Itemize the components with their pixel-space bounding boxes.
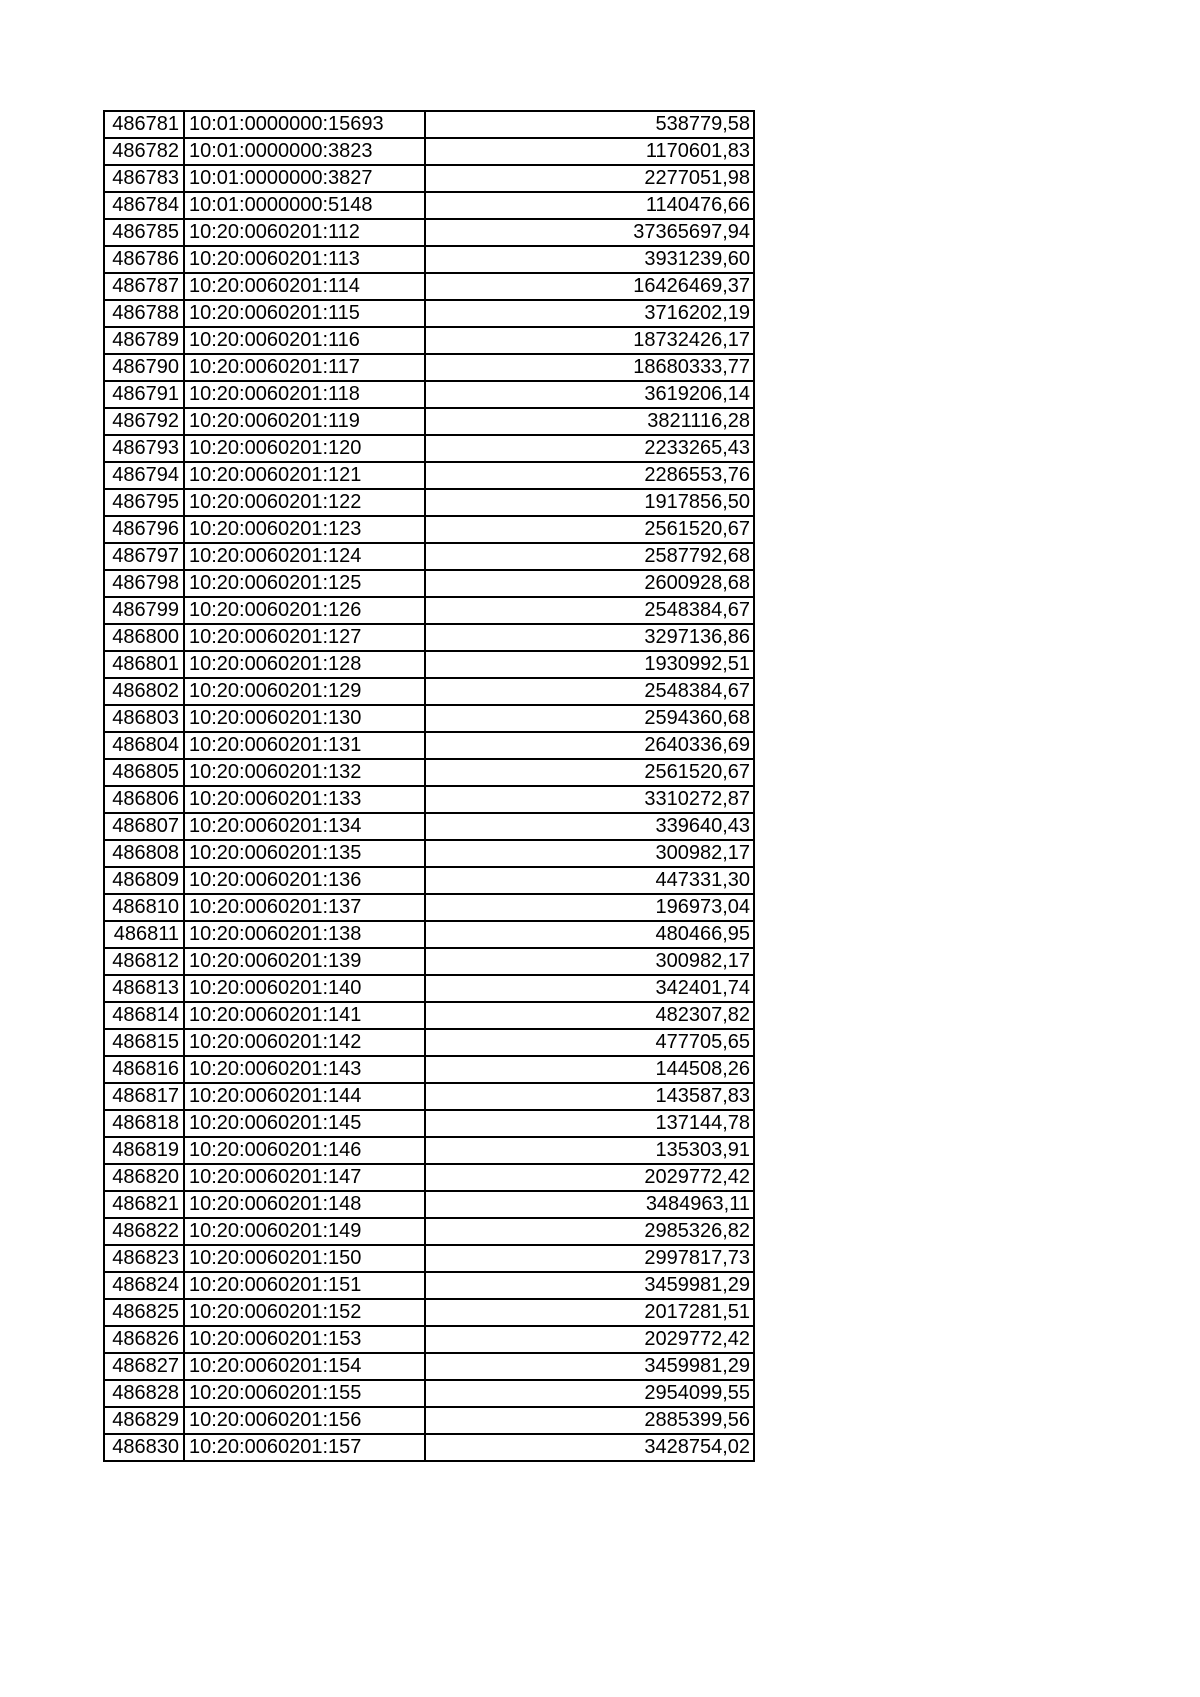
cadastral-number-cell: 10:20:0060201:155 xyxy=(184,1380,425,1407)
cadastral-number-cell: 10:01:0000000:5148 xyxy=(184,192,425,219)
table-row xyxy=(104,975,754,1002)
cadastral-number-cell: 10:20:0060201:156 xyxy=(184,1407,425,1434)
row-number-cell: 486785 xyxy=(104,219,184,246)
row-number-cell: 486784 xyxy=(104,192,184,219)
row-number-cell: 486803 xyxy=(104,705,184,732)
table-row xyxy=(104,192,754,219)
value-cell: 2600928,68 xyxy=(425,570,754,597)
cadastral-number-cell: 10:20:0060201:121 xyxy=(184,462,425,489)
cadastral-values-table xyxy=(103,110,755,1462)
value-cell: 3821116,28 xyxy=(425,408,754,435)
value-cell: 300982,17 xyxy=(425,840,754,867)
cadastral-number-cell: 10:20:0060201:120 xyxy=(184,435,425,462)
value-cell: 2997817,73 xyxy=(425,1245,754,1272)
row-number-cell: 486800 xyxy=(104,624,184,651)
table-row xyxy=(104,1164,754,1191)
row-number-cell: 486807 xyxy=(104,813,184,840)
value-cell: 37365697,94 xyxy=(425,219,754,246)
row-number-cell: 486792 xyxy=(104,408,184,435)
table-row xyxy=(104,1407,754,1434)
value-cell: 2548384,67 xyxy=(425,597,754,624)
table-row xyxy=(104,462,754,489)
cadastral-number-cell: 10:20:0060201:140 xyxy=(184,975,425,1002)
cadastral-number-cell: 10:20:0060201:147 xyxy=(184,1164,425,1191)
value-cell: 2885399,56 xyxy=(425,1407,754,1434)
value-cell: 2017281,51 xyxy=(425,1299,754,1326)
value-cell: 3428754,02 xyxy=(425,1434,754,1461)
cadastral-number-cell: 10:20:0060201:137 xyxy=(184,894,425,921)
table-row xyxy=(104,327,754,354)
cadastral-number-cell: 10:20:0060201:150 xyxy=(184,1245,425,1272)
table-row xyxy=(104,381,754,408)
row-number-cell: 486805 xyxy=(104,759,184,786)
row-number-cell: 486818 xyxy=(104,1110,184,1137)
cadastral-number-cell: 10:20:0060201:132 xyxy=(184,759,425,786)
cadastral-number-cell: 10:01:0000000:15693 xyxy=(184,111,425,138)
cadastral-number-cell: 10:20:0060201:114 xyxy=(184,273,425,300)
cadastral-number-cell: 10:20:0060201:138 xyxy=(184,921,425,948)
table-row xyxy=(104,273,754,300)
row-number-cell: 486815 xyxy=(104,1029,184,1056)
value-cell: 1930992,51 xyxy=(425,651,754,678)
cadastral-number-cell: 10:20:0060201:116 xyxy=(184,327,425,354)
row-number-cell: 486817 xyxy=(104,1083,184,1110)
value-cell: 3931239,60 xyxy=(425,246,754,273)
table-row xyxy=(104,921,754,948)
table-row xyxy=(104,624,754,651)
table-row xyxy=(104,1002,754,1029)
value-cell: 2277051,98 xyxy=(425,165,754,192)
value-cell: 2233265,43 xyxy=(425,435,754,462)
value-cell: 3484963,11 xyxy=(425,1191,754,1218)
value-cell: 447331,30 xyxy=(425,867,754,894)
cadastral-number-cell: 10:20:0060201:117 xyxy=(184,354,425,381)
value-cell: 538779,58 xyxy=(425,111,754,138)
row-number-cell: 486808 xyxy=(104,840,184,867)
table-row xyxy=(104,516,754,543)
table-row xyxy=(104,732,754,759)
cadastral-number-cell: 10:20:0060201:154 xyxy=(184,1353,425,1380)
table-row xyxy=(104,1245,754,1272)
cadastral-number-cell: 10:20:0060201:151 xyxy=(184,1272,425,1299)
table-row xyxy=(104,813,754,840)
table-row xyxy=(104,840,754,867)
value-cell: 3310272,87 xyxy=(425,786,754,813)
cadastral-number-cell: 10:20:0060201:142 xyxy=(184,1029,425,1056)
value-cell: 1170601,83 xyxy=(425,138,754,165)
value-cell: 300982,17 xyxy=(425,948,754,975)
value-cell: 1917856,50 xyxy=(425,489,754,516)
cadastral-number-cell: 10:20:0060201:123 xyxy=(184,516,425,543)
row-number-cell: 486813 xyxy=(104,975,184,1002)
row-number-cell: 486793 xyxy=(104,435,184,462)
row-number-cell: 486816 xyxy=(104,1056,184,1083)
table-row xyxy=(104,1272,754,1299)
table-row xyxy=(104,948,754,975)
value-cell: 3716202,19 xyxy=(425,300,754,327)
cadastral-number-cell: 10:20:0060201:143 xyxy=(184,1056,425,1083)
cadastral-number-cell: 10:20:0060201:144 xyxy=(184,1083,425,1110)
row-number-cell: 486811 xyxy=(104,921,184,948)
row-number-cell: 486788 xyxy=(104,300,184,327)
row-number-cell: 486809 xyxy=(104,867,184,894)
value-cell: 3297136,86 xyxy=(425,624,754,651)
row-number-cell: 486826 xyxy=(104,1326,184,1353)
table-row xyxy=(104,1029,754,1056)
row-number-cell: 486812 xyxy=(104,948,184,975)
row-number-cell: 486824 xyxy=(104,1272,184,1299)
value-cell: 2954099,55 xyxy=(425,1380,754,1407)
value-cell: 342401,74 xyxy=(425,975,754,1002)
value-cell: 2594360,68 xyxy=(425,705,754,732)
table-row xyxy=(104,408,754,435)
table-row xyxy=(104,1110,754,1137)
value-cell: 2561520,67 xyxy=(425,516,754,543)
row-number-cell: 486806 xyxy=(104,786,184,813)
cadastral-number-cell: 10:20:0060201:118 xyxy=(184,381,425,408)
table-row xyxy=(104,1056,754,1083)
value-cell: 2548384,67 xyxy=(425,678,754,705)
value-cell: 137144,78 xyxy=(425,1110,754,1137)
table-row xyxy=(104,300,754,327)
row-number-cell: 486783 xyxy=(104,165,184,192)
cadastral-number-cell: 10:20:0060201:131 xyxy=(184,732,425,759)
table-row xyxy=(104,678,754,705)
table-row xyxy=(104,435,754,462)
table-row xyxy=(104,219,754,246)
row-number-cell: 486822 xyxy=(104,1218,184,1245)
cadastral-number-cell: 10:20:0060201:149 xyxy=(184,1218,425,1245)
row-number-cell: 486797 xyxy=(104,543,184,570)
cadastral-number-cell: 10:20:0060201:122 xyxy=(184,489,425,516)
table-row xyxy=(104,786,754,813)
row-number-cell: 486790 xyxy=(104,354,184,381)
value-cell: 3619206,14 xyxy=(425,381,754,408)
cadastral-number-cell: 10:20:0060201:136 xyxy=(184,867,425,894)
value-cell: 477705,65 xyxy=(425,1029,754,1056)
value-cell: 3459981,29 xyxy=(425,1353,754,1380)
table-row xyxy=(104,543,754,570)
cadastral-number-cell: 10:20:0060201:133 xyxy=(184,786,425,813)
row-number-cell: 486804 xyxy=(104,732,184,759)
row-number-cell: 486814 xyxy=(104,1002,184,1029)
row-number-cell: 486781 xyxy=(104,111,184,138)
row-number-cell: 486796 xyxy=(104,516,184,543)
cadastral-number-cell: 10:20:0060201:115 xyxy=(184,300,425,327)
cadastral-number-cell: 10:01:0000000:3827 xyxy=(184,165,425,192)
cadastral-number-cell: 10:20:0060201:135 xyxy=(184,840,425,867)
value-cell: 2985326,82 xyxy=(425,1218,754,1245)
cadastral-number-cell: 10:20:0060201:128 xyxy=(184,651,425,678)
row-number-cell: 486786 xyxy=(104,246,184,273)
cadastral-number-cell: 10:20:0060201:141 xyxy=(184,1002,425,1029)
row-number-cell: 486798 xyxy=(104,570,184,597)
cadastral-number-cell: 10:20:0060201:119 xyxy=(184,408,425,435)
table-row xyxy=(104,570,754,597)
cadastral-number-cell: 10:20:0060201:148 xyxy=(184,1191,425,1218)
table-row xyxy=(104,867,754,894)
table-row xyxy=(104,111,754,138)
row-number-cell: 486799 xyxy=(104,597,184,624)
cadastral-number-cell: 10:20:0060201:146 xyxy=(184,1137,425,1164)
table-body xyxy=(104,111,754,1461)
value-cell: 2286553,76 xyxy=(425,462,754,489)
cadastral-number-cell: 10:20:0060201:139 xyxy=(184,948,425,975)
row-number-cell: 486819 xyxy=(104,1137,184,1164)
table-row xyxy=(104,894,754,921)
table-row xyxy=(104,759,754,786)
cadastral-number-cell: 10:20:0060201:130 xyxy=(184,705,425,732)
value-cell: 16426469,37 xyxy=(425,273,754,300)
row-number-cell: 486789 xyxy=(104,327,184,354)
value-cell: 2640336,69 xyxy=(425,732,754,759)
value-cell: 2587792,68 xyxy=(425,543,754,570)
table-row xyxy=(104,1083,754,1110)
row-number-cell: 486801 xyxy=(104,651,184,678)
value-cell: 18680333,77 xyxy=(425,354,754,381)
value-cell: 144508,26 xyxy=(425,1056,754,1083)
cadastral-number-cell: 10:01:0000000:3823 xyxy=(184,138,425,165)
cadastral-number-cell: 10:20:0060201:152 xyxy=(184,1299,425,1326)
cadastral-number-cell: 10:20:0060201:112 xyxy=(184,219,425,246)
row-number-cell: 486823 xyxy=(104,1245,184,1272)
row-number-cell: 486827 xyxy=(104,1353,184,1380)
cadastral-number-cell: 10:20:0060201:125 xyxy=(184,570,425,597)
table-row xyxy=(104,1299,754,1326)
table-row xyxy=(104,1326,754,1353)
value-cell: 2561520,67 xyxy=(425,759,754,786)
table-row xyxy=(104,651,754,678)
value-cell: 2029772,42 xyxy=(425,1164,754,1191)
cadastral-number-cell: 10:20:0060201:126 xyxy=(184,597,425,624)
row-number-cell: 486830 xyxy=(104,1434,184,1461)
value-cell: 135303,91 xyxy=(425,1137,754,1164)
cadastral-number-cell: 10:20:0060201:129 xyxy=(184,678,425,705)
value-cell: 482307,82 xyxy=(425,1002,754,1029)
table-row xyxy=(104,489,754,516)
table-row xyxy=(104,1218,754,1245)
row-number-cell: 486810 xyxy=(104,894,184,921)
table-row xyxy=(104,1191,754,1218)
row-number-cell: 486825 xyxy=(104,1299,184,1326)
row-number-cell: 486795 xyxy=(104,489,184,516)
table-row xyxy=(104,354,754,381)
row-number-cell: 486787 xyxy=(104,273,184,300)
row-number-cell: 486828 xyxy=(104,1380,184,1407)
cadastral-number-cell: 10:20:0060201:134 xyxy=(184,813,425,840)
cadastral-number-cell: 10:20:0060201:124 xyxy=(184,543,425,570)
value-cell: 1140476,66 xyxy=(425,192,754,219)
table-row xyxy=(104,246,754,273)
table-row xyxy=(104,705,754,732)
value-cell: 143587,83 xyxy=(425,1083,754,1110)
row-number-cell: 486794 xyxy=(104,462,184,489)
table-row xyxy=(104,138,754,165)
value-cell: 3459981,29 xyxy=(425,1272,754,1299)
value-cell: 339640,43 xyxy=(425,813,754,840)
value-cell: 18732426,17 xyxy=(425,327,754,354)
table-row xyxy=(104,1353,754,1380)
table-row xyxy=(104,597,754,624)
row-number-cell: 486782 xyxy=(104,138,184,165)
cadastral-number-cell: 10:20:0060201:113 xyxy=(184,246,425,273)
table-row xyxy=(104,1434,754,1461)
row-number-cell: 486829 xyxy=(104,1407,184,1434)
table-row xyxy=(104,1137,754,1164)
cadastral-number-cell: 10:20:0060201:153 xyxy=(184,1326,425,1353)
row-number-cell: 486821 xyxy=(104,1191,184,1218)
value-cell: 2029772,42 xyxy=(425,1326,754,1353)
table-row xyxy=(104,1380,754,1407)
value-cell: 196973,04 xyxy=(425,894,754,921)
cadastral-number-cell: 10:20:0060201:145 xyxy=(184,1110,425,1137)
row-number-cell: 486791 xyxy=(104,381,184,408)
row-number-cell: 486820 xyxy=(104,1164,184,1191)
cadastral-number-cell: 10:20:0060201:157 xyxy=(184,1434,425,1461)
value-cell: 480466,95 xyxy=(425,921,754,948)
row-number-cell: 486802 xyxy=(104,678,184,705)
table-row xyxy=(104,165,754,192)
cadastral-number-cell: 10:20:0060201:127 xyxy=(184,624,425,651)
